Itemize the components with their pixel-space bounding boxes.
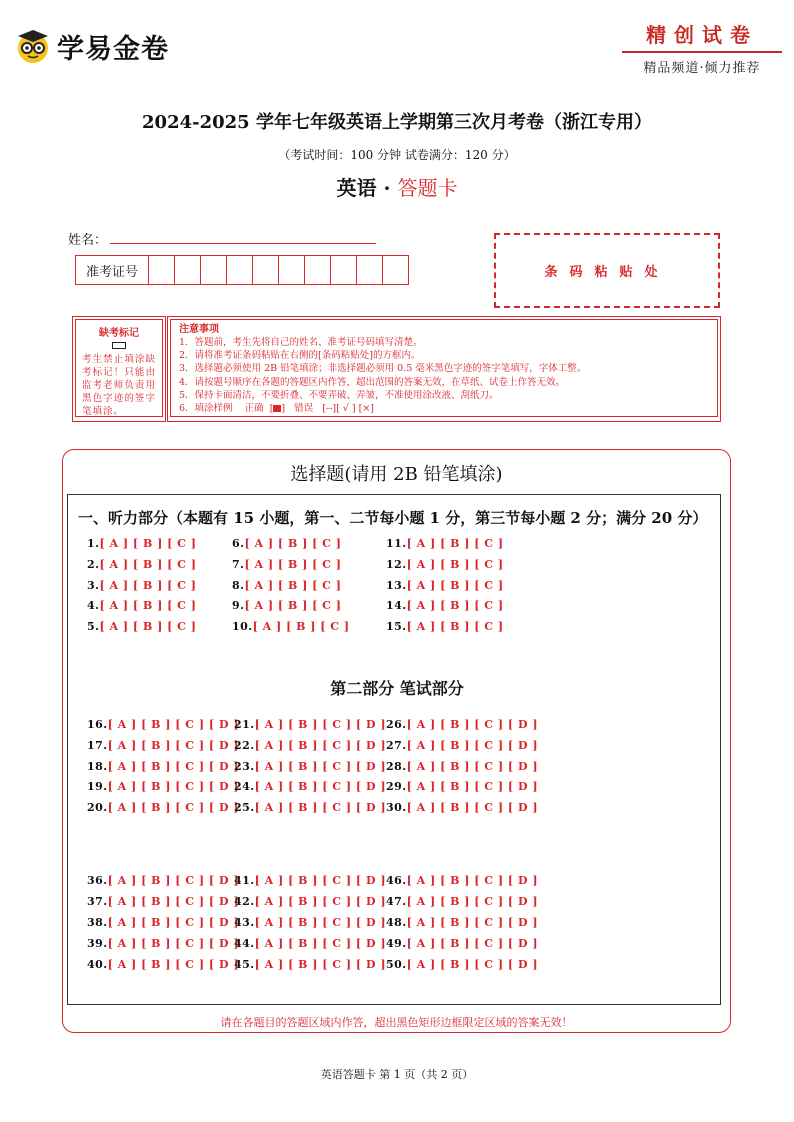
answer-row[interactable]	[386, 558, 504, 571]
answer-options[interactable]: [ A ] [ B ] [ C ]	[99, 599, 197, 613]
part1-heading: 一、听力部分（本题有 15 小题，第一、二节每小题 1 分，第三节每小题 2 分；满分 20 分）	[78, 509, 708, 527]
answer-options[interactable]: [ A ] [ B ] [ C ] [ D ]	[406, 780, 539, 794]
question-number: 6.	[232, 537, 245, 550]
heading-dot: ·	[383, 176, 391, 200]
answer-options[interactable]: [ A ] [ B ] [ C ] [ D ]	[254, 759, 387, 773]
wrong-label: 错误	[294, 403, 314, 415]
question-number: 7.	[232, 557, 245, 571]
name-field[interactable]	[110, 243, 376, 244]
exam-id-cell[interactable]	[201, 256, 227, 285]
answer-options[interactable]: [ A ] [ B ] [ C ] [ D ]	[254, 958, 387, 971]
part2-heading: 第二部分 笔试部分	[330, 679, 464, 698]
question-number: 37.	[87, 895, 108, 908]
answer-row[interactable]	[234, 937, 386, 950]
answer-options[interactable]: [ A ] [ B ] [ C ]	[244, 578, 342, 592]
question-number: 28.	[386, 759, 407, 773]
answer-row[interactable]	[234, 874, 386, 887]
exam-id-cell[interactable]	[331, 256, 357, 285]
question-number: 12.	[386, 557, 407, 571]
answer-options[interactable]: [ A ] [ B ] [ C ]	[406, 557, 504, 571]
answer-row[interactable]	[87, 874, 239, 887]
answer-row[interactable]	[386, 937, 538, 950]
answer-row[interactable]	[386, 537, 504, 550]
answer-options[interactable]: [ A ] [ B ] [ C ] [ D ]	[406, 874, 539, 887]
question-number: 41.	[234, 874, 255, 887]
question-number: 21.	[234, 718, 255, 731]
notice-line: 5．保持卡面清洁，不要折叠、不要弄破、弄皱，不准使用涂改液、刮纸刀。	[179, 389, 499, 401]
sheet-label: 答题卡	[397, 176, 458, 200]
exam-id-cell[interactable]	[227, 256, 253, 285]
question-number: 15.	[386, 620, 407, 634]
name-label: 姓名：	[68, 233, 108, 248]
answer-options[interactable]: [ A ] [ B ] [ C ]	[244, 537, 342, 550]
question-number: 47.	[386, 895, 407, 908]
brand-block	[622, 22, 782, 76]
exam-id-grid	[75, 255, 409, 285]
question-number: 8.	[232, 578, 245, 592]
answer-row[interactable]	[386, 599, 504, 612]
answer-row[interactable]	[386, 801, 538, 814]
answer-options[interactable]: [ A ] [ B ] [ C ]	[406, 599, 504, 613]
question-number: 36.	[87, 874, 108, 887]
question-number: 3.	[87, 578, 100, 592]
exam-id-cell[interactable]	[305, 256, 331, 285]
question-number: 4.	[87, 599, 100, 613]
answer-row[interactable]	[87, 718, 239, 731]
answer-row[interactable]	[87, 958, 239, 971]
question-number: 19.	[87, 780, 108, 794]
question-number: 48.	[386, 916, 407, 929]
answer-options[interactable]: [ A ] [ B ] [ C ] [ D ]	[107, 780, 240, 794]
answer-options[interactable]: [ A ] [ B ] [ C ]	[252, 620, 350, 634]
question-number: 27.	[386, 738, 407, 752]
answer-options[interactable]: [ A ] [ B ] [ C ] [ D ]	[107, 738, 240, 752]
notice-title: 注意事项	[179, 324, 219, 335]
brand-title: 精创试卷	[646, 23, 758, 47]
answer-row[interactable]	[386, 760, 538, 773]
question-number: 49.	[386, 937, 407, 950]
answer-row[interactable]	[87, 620, 196, 633]
question-number: 29.	[386, 780, 407, 794]
answer-options[interactable]: [ A ] [ B ] [ C ]	[99, 537, 197, 550]
answer-options[interactable]: [ A ] [ B ] [ C ] [ D ]	[254, 738, 387, 752]
answer-row[interactable]	[386, 874, 538, 887]
question-number: 40.	[87, 958, 108, 971]
exam-title: 2024-2025 学年七年级英语上学期第三次月考卷（浙江专用）	[142, 112, 652, 133]
question-number: 24.	[234, 780, 255, 794]
answer-row[interactable]	[87, 599, 196, 612]
notice-sample-line: 6．填涂样例 正确 [ ] 错误 [--][ √ ] [×]	[179, 403, 374, 415]
answer-options[interactable]: [ A ] [ B ] [ C ] [ D ]	[254, 780, 387, 794]
question-number: 43.	[234, 916, 255, 929]
answer-row[interactable]	[234, 958, 386, 971]
answer-row[interactable]	[234, 718, 386, 731]
answer-row[interactable]	[87, 895, 239, 908]
answer-options[interactable]: [ A ] [ B ] [ C ]	[99, 620, 197, 634]
exam-id-cell[interactable]	[357, 256, 383, 285]
question-number: 23.	[234, 759, 255, 773]
question-number: 46.	[386, 874, 407, 887]
barcode-area: 条码粘贴处	[494, 233, 720, 308]
answer-options[interactable]: [ A ] [ B ] [ C ] [ D ]	[107, 895, 240, 908]
answer-options[interactable]: [ A ] [ B ] [ C ] [ D ]	[254, 801, 387, 815]
wrong-sample: [--][ √ ] [×]	[322, 403, 374, 415]
answer-options[interactable]: [ A ] [ B ] [ C ] [ D ]	[254, 895, 387, 908]
answer-row[interactable]	[87, 739, 239, 752]
answer-row[interactable]	[234, 780, 386, 793]
question-number: 14.	[386, 599, 407, 613]
question-number: 9.	[232, 599, 245, 613]
exam-id-cell[interactable]	[383, 256, 409, 285]
question-number: 44.	[234, 937, 255, 950]
answer-options[interactable]: [ A ] [ B ] [ C ] [ D ]	[107, 759, 240, 773]
question-number: 26.	[386, 718, 407, 731]
absent-mark-box	[72, 316, 166, 422]
answer-row[interactable]	[232, 558, 341, 571]
logo-mascot-icon	[14, 27, 52, 65]
answer-options[interactable]: [ A ] [ B ] [ C ] [ D ]	[107, 958, 240, 971]
answer-options[interactable]: [ A ] [ B ] [ C ]	[406, 578, 504, 592]
logo	[14, 24, 169, 68]
question-number: 30.	[386, 801, 407, 815]
answer-row[interactable]	[87, 558, 196, 571]
correct-label: 正确	[244, 403, 264, 415]
question-number: 39.	[87, 937, 108, 950]
absent-mark-checkbox[interactable]	[112, 342, 126, 349]
answer-row[interactable]	[87, 916, 239, 929]
answer-options[interactable]: [ A ] [ B ] [ C ]	[99, 557, 197, 571]
question-number: 17.	[87, 738, 108, 752]
notice-line: 1．答题前，考生先将自己的姓名、准考证号码填写清楚。	[179, 337, 423, 348]
exam-id-cell[interactable]	[149, 256, 175, 285]
subject-label: 英语	[336, 176, 377, 200]
exam-id-cell[interactable]	[279, 256, 305, 285]
answer-options[interactable]: [ A ] [ B ] [ C ] [ D ]	[406, 895, 539, 908]
question-number: 42.	[234, 895, 255, 908]
answer-options[interactable]: [ A ] [ B ] [ C ] [ D ]	[406, 718, 539, 731]
answer-row[interactable]	[234, 895, 386, 908]
question-number: 38.	[87, 916, 108, 929]
answer-row[interactable]	[232, 599, 341, 612]
brand-divider	[622, 51, 782, 53]
answer-row[interactable]	[234, 916, 386, 929]
answer-row[interactable]	[87, 760, 239, 773]
question-number: 10.	[232, 620, 253, 634]
answer-row[interactable]	[232, 537, 341, 550]
answer-options[interactable]: [ A ] [ B ] [ C ] [ D ]	[107, 937, 240, 950]
section-title: 选择题(请用 2B 铅笔填涂)	[290, 464, 503, 485]
answer-options[interactable]: [ A ] [ B ] [ C ] [ D ]	[107, 874, 240, 887]
answer-row[interactable]	[386, 895, 538, 908]
question-number: 11.	[386, 537, 407, 550]
answer-row[interactable]	[87, 537, 196, 550]
question-number: 13.	[386, 578, 407, 592]
answer-options[interactable]: [ A ] [ B ] [ C ] [ D ]	[254, 937, 387, 950]
footer-note: 请在各题目的答题区域内作答，超出黑色矩形边框限定区域的答案无效！	[220, 1016, 573, 1029]
answer-row[interactable]	[386, 780, 538, 793]
notice-line: 4．请按题号顺序在各题的答题区内作答，超出范围的答案无效，在草纸、试卷上作答无效。	[179, 376, 566, 388]
absent-mark-title: 缺考标记	[99, 328, 139, 339]
absent-mark-text: 考生禁止填涂缺考标记！只能由监考老师负责用黑色字迹的签字笔填涂。	[82, 354, 156, 417]
answer-row[interactable]	[386, 620, 504, 633]
answer-options[interactable]: [ A ] [ B ] [ C ]	[406, 537, 504, 550]
answer-options[interactable]: [ A ] [ B ] [ C ] [ D ]	[254, 874, 387, 887]
question-number: 45.	[234, 958, 255, 971]
sheet-heading	[0, 172, 794, 201]
answer-options[interactable]: [ A ] [ B ] [ C ] [ D ]	[406, 958, 539, 971]
answer-row[interactable]	[234, 739, 386, 752]
answer-options[interactable]: [ A ] [ B ] [ C ] [ D ]	[406, 916, 539, 929]
exam-id-cell[interactable]	[253, 256, 279, 285]
answer-options[interactable]: [ A ] [ B ] [ C ] [ D ]	[406, 937, 539, 950]
answer-options[interactable]: [ A ] [ B ] [ C ] [ D ]	[254, 916, 387, 929]
logo-text: 学易金卷	[57, 33, 169, 65]
answer-row[interactable]	[234, 760, 386, 773]
question-number: 2.	[87, 557, 100, 571]
answer-options[interactable]: [ A ] [ B ] [ C ]	[406, 620, 504, 634]
answer-row[interactable]	[87, 780, 239, 793]
question-number: 5.	[87, 620, 100, 634]
answer-options[interactable]: [ A ] [ B ] [ C ]	[244, 599, 342, 613]
answer-row[interactable]	[386, 958, 538, 971]
answer-row[interactable]	[232, 579, 341, 592]
answer-options[interactable]: [ A ] [ B ] [ C ]	[244, 557, 342, 571]
question-number: 18.	[87, 759, 108, 773]
answer-options[interactable]: [ A ] [ B ] [ C ] [ D ]	[406, 759, 539, 773]
answer-row[interactable]	[386, 718, 538, 731]
exam-subtitle: （考试时间：100 分钟 试卷满分：120 分）	[278, 148, 516, 162]
answer-row[interactable]	[386, 739, 538, 752]
answer-options[interactable]: [ A ] [ B ] [ C ] [ D ]	[406, 801, 539, 815]
answer-options[interactable]: [ A ] [ B ] [ C ] [ D ]	[107, 916, 240, 929]
answer-options[interactable]: [ A ] [ B ] [ C ] [ D ]	[107, 801, 240, 815]
notice-box	[167, 316, 721, 422]
question-number: 22.	[234, 738, 255, 752]
question-number: 1.	[87, 537, 100, 550]
filled-sample-icon	[273, 405, 281, 412]
answer-row[interactable]	[386, 916, 538, 929]
answer-row[interactable]	[87, 937, 239, 950]
answer-row[interactable]	[87, 579, 196, 592]
answer-options[interactable]: [ A ] [ B ] [ C ]	[99, 578, 197, 592]
answer-options[interactable]: [ A ] [ B ] [ C ] [ D ]	[254, 718, 387, 731]
answer-options[interactable]: [ A ] [ B ] [ C ] [ D ]	[107, 718, 240, 731]
exam-id-label: 准考证号	[76, 256, 149, 285]
answer-row[interactable]	[234, 801, 386, 814]
question-number: 25.	[234, 801, 255, 815]
question-number: 20.	[87, 801, 108, 815]
notice-line: 3．选择题必须使用 2B 铅笔填涂；非选择题必须用 0.5 毫米黑色字迹的签字笔填写，字体工整。	[179, 363, 587, 375]
sample-label: 6．填涂样例	[179, 403, 233, 415]
brand-subtitle: 精品频道·倾力推荐	[643, 61, 761, 76]
answer-row[interactable]	[232, 620, 350, 633]
exam-id-cell[interactable]	[175, 256, 201, 285]
question-number: 16.	[87, 718, 108, 731]
answer-options[interactable]: [ A ] [ B ] [ C ] [ D ]	[406, 738, 539, 752]
answer-row[interactable]	[386, 579, 504, 592]
notice-line: 2．请将准考证条码粘贴在右侧的[条码粘贴处]的方框内。	[179, 350, 421, 362]
page-footer: 英语答题卡 第 1 页（共 2 页）	[320, 1068, 474, 1081]
question-number: 50.	[386, 958, 407, 971]
answer-row[interactable]	[87, 801, 239, 814]
